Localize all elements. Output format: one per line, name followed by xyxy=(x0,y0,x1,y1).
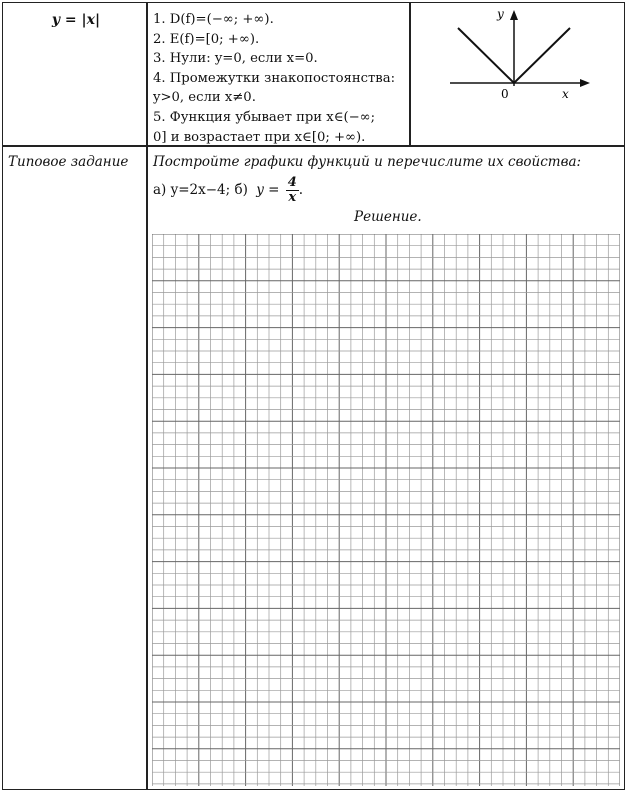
function-properties xyxy=(153,10,405,147)
solution-label: Решение. xyxy=(354,209,422,225)
column-divider-1 xyxy=(146,2,148,790)
fraction-numerator: 4 xyxy=(287,175,297,190)
property-1: 1. D(f)=(−∞; +∞). xyxy=(153,12,274,27)
task-title: Постройте графики функций и перечислите их свойства: xyxy=(153,154,582,170)
x-axis-arrow xyxy=(580,79,590,87)
y-axis-label: y xyxy=(497,7,504,21)
property-5-cont: 0] и возрастает при x∈[0; +∞). xyxy=(153,129,366,145)
part-b-lhs: y = xyxy=(256,182,280,198)
part-b-fraction xyxy=(286,176,299,205)
task-parts xyxy=(153,176,303,205)
function-label: y = |x| xyxy=(51,12,101,28)
property-5: 5. Функция убывает при x∈(−∞; xyxy=(153,109,376,125)
part-a: а) y=2x−4; xyxy=(153,182,231,198)
property-3: 3. Нули: y=0, если x=0. xyxy=(153,51,318,67)
x-axis-label: x xyxy=(562,87,569,101)
property-4-cont: y>0, если x≠0. xyxy=(153,90,256,106)
part-b-suffix: . xyxy=(298,182,304,198)
column-divider-2 xyxy=(409,2,411,145)
property-4: 4. Промежутки знакопостоянства: xyxy=(153,70,396,86)
typical-task-label: Типовое задание xyxy=(8,154,129,170)
y-axis-arrow xyxy=(510,10,518,20)
fraction-denominator: x xyxy=(288,190,297,205)
property-2: 2. E(f)=[0; +∞). xyxy=(153,31,260,47)
abs-function-graph xyxy=(440,4,610,139)
part-b-prefix: б) xyxy=(234,182,248,198)
origin-label: 0 xyxy=(501,87,509,101)
graph-paper-grid xyxy=(152,234,620,786)
